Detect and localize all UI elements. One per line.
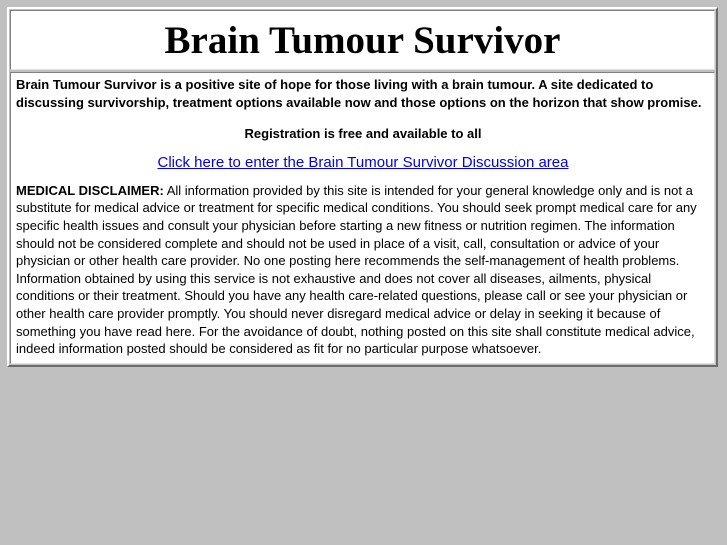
header-cell <box>10 10 715 70</box>
content-cell <box>10 72 715 364</box>
medical-disclaimer <box>16 182 710 358</box>
site-title: Brain Tumour Survivor <box>164 18 561 62</box>
intro-text: Brain Tumour Survivor is a positive site of hope for those living with a brain tumour. A site dedicated to discussing survivorship, treatment options available now and those options on the horizon that show promise. <box>16 77 702 110</box>
disclaimer-label: MEDICAL DISCLAIMER: <box>16 182 164 198</box>
main-table <box>7 7 718 367</box>
disclaimer-text: All information provided by this site is intended for your general knowledge only and is not a substitute for medical advice or treatment for specific medical conditions. You should seek prompt medical care for any specific health issues and consult your physician before starting a new fitness or nutrition regimen. The information should not be considered complete and should not be used in place of a visit, call, consultation or advice of your physician or other health care provider. No one posting here recommends the self-management of health problems. Information obtained by using this service is not exhaustive and does not cover all diseases, ailments, physical conditions or their treatment. Should you have any health care-related questions, please call or see your physician or other health care provider promptly. You should never disregard medical advice or delay in seeking it because of something you have read here. For the avoidance of doubt, nothing posted on this site shall constitute medical advice, indeed information posted should be considered as fit for no particular purpose whatsoever. <box>16 182 697 357</box>
registration-notice: Registration is free and available to all <box>244 126 482 142</box>
enter-link-container <box>16 153 710 172</box>
enter-discussion-link[interactable]: Click here to enter the Brain Tumour Survivor Discussion area <box>157 153 569 171</box>
